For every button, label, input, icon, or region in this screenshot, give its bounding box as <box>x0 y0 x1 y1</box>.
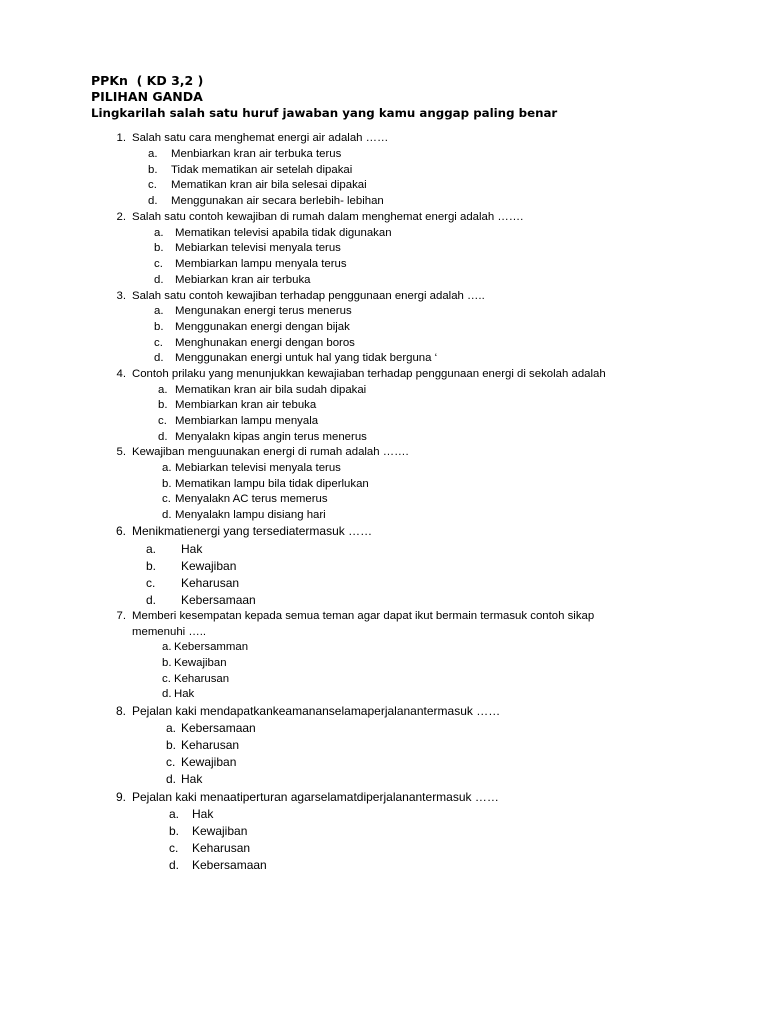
question-text: Salah satu contoh kewajiban di rumah dalam menghemat energi adalah ……. <box>132 211 524 223</box>
question-text-continued: memenuhi ….. <box>132 626 207 638</box>
question-number: 9. <box>115 790 126 804</box>
option-letter: d. <box>158 431 168 443</box>
option-text: Menyalakn AC terus memerus <box>175 493 328 505</box>
option-text: Keharusan <box>181 738 240 752</box>
option-letter: b. <box>162 478 172 490</box>
question-number: 3. <box>116 290 126 302</box>
option-text: Keharusan <box>181 576 240 590</box>
option-text: Tidak mematikan air setelah dipakai <box>171 164 353 176</box>
option-letter: a. <box>162 462 172 474</box>
section-heading: PILIHAN GANDA <box>91 89 203 104</box>
option-text: Membiarkan kran air tebuka <box>175 399 317 411</box>
option-letter: b. <box>166 738 177 752</box>
option-text: Membiarkan lampu menyala terus <box>175 258 347 270</box>
option-letter: c. <box>148 179 157 191</box>
option-letter: a. <box>154 227 164 239</box>
question-text: Pejalan kaki mendapatkankeamananselamaperjalanantermasuk …… <box>132 704 501 718</box>
option-text: Mengunakan energi terus menerus <box>175 305 352 317</box>
option-text: Mematikan lampu bila tidak diperlukan <box>175 478 369 490</box>
option-letter: d. <box>148 195 158 207</box>
option-letter: c. <box>162 493 171 505</box>
option-text: Mebiarkan kran air terbuka <box>175 274 311 286</box>
subject-heading: PPKn ( KD 3,2 ) <box>91 73 204 88</box>
question-text: Kewajiban menguunakan energi di rumah adalah ……. <box>132 446 409 458</box>
option-letter: a. <box>169 807 180 821</box>
option-text: Menghunakan energi dengan boros <box>175 337 355 349</box>
option-text: Mematikan kran air bila sudah dipakai <box>175 384 367 396</box>
option-text: Mematikan kran air bila selesai dipakai <box>171 179 367 191</box>
question-number: 1. <box>116 132 126 144</box>
option-letter: c. <box>166 755 176 769</box>
option-letter: a. <box>154 305 164 317</box>
option-text: Menyalakn kipas angin terus menerus <box>175 431 367 443</box>
option-letter: d. <box>146 593 157 607</box>
option-letter: a. <box>146 542 157 556</box>
option-text: Kewajiban <box>192 824 248 838</box>
option-letter: d. <box>154 274 164 286</box>
option-letter: b. <box>154 242 164 254</box>
option-text: Menggunakan air secara berlebih- lebihan <box>171 195 384 207</box>
question-number: 8. <box>115 704 126 718</box>
option-letter: d. <box>166 772 177 786</box>
question-number: 2. <box>116 211 126 223</box>
option-text: Hak <box>181 772 203 786</box>
option-text: Mebiarkan televisi menyala terus <box>175 242 341 254</box>
question-number: 6. <box>115 524 126 538</box>
question-number: 4. <box>116 368 126 380</box>
option-text: Kewajiban <box>174 657 227 669</box>
question-text: Memberi kesempatan kepada semua teman agar dapat ikut bermain termasuk contoh sikap <box>132 610 595 622</box>
option-letter: c. <box>162 673 171 685</box>
option-letter: b. <box>146 559 157 573</box>
option-letter: d. <box>169 858 180 872</box>
option-letter: b. <box>154 321 164 333</box>
question-number: 5. <box>116 446 126 458</box>
option-text: Keharusan <box>192 841 251 855</box>
option-text: Kebersamaan <box>181 593 256 607</box>
option-letter: b. <box>148 164 158 176</box>
option-text: Hak <box>181 542 203 556</box>
option-text: Keharusan <box>174 673 230 685</box>
option-letter: a. <box>162 641 172 653</box>
option-letter: a. <box>158 384 168 396</box>
question-number: 7. <box>116 610 126 622</box>
question-text: Contoh prilaku yang menunjukkan kewajiaban terhadap penggunaan energi di sekolah adalah <box>132 368 606 380</box>
option-text: Membiarkan lampu menyala <box>175 415 319 427</box>
option-letter: c. <box>169 841 179 855</box>
option-letter: b. <box>169 824 180 838</box>
option-letter: c. <box>158 415 167 427</box>
option-letter: a. <box>166 721 177 735</box>
option-letter: b. <box>162 657 172 669</box>
option-text: Hak <box>192 807 214 821</box>
option-text: Menggunakan energi dengan bijak <box>175 321 350 333</box>
option-text: Kebersamaan <box>181 721 256 735</box>
question-text: Pejalan kaki menaatiperturan agarselamatdiperjalanantermasuk …… <box>132 790 499 804</box>
option-letter: d. <box>162 509 172 521</box>
option-text: Hak <box>174 688 195 700</box>
option-letter: c. <box>154 258 163 270</box>
question-text: Salah satu contoh kewajiban terhadap penggunaan energi adalah ….. <box>132 290 485 302</box>
option-text: Menyalakn lampu disiang hari <box>175 509 326 521</box>
question-text: Menikmatienergi yang tersediatermasuk …… <box>132 524 373 538</box>
option-text: Kewajiban <box>181 755 237 769</box>
option-text: Kewajiban <box>181 559 237 573</box>
option-text: Kebersamman <box>174 641 249 653</box>
option-letter: d. <box>162 688 172 700</box>
instruction-text: Lingkarilah salah satu huruf jawaban yang kamu anggap paling benar <box>91 106 558 120</box>
option-letter: a. <box>148 148 158 160</box>
option-text: Menbiarkan kran air terbuka terus <box>171 148 342 160</box>
option-letter: c. <box>154 337 163 349</box>
option-letter: b. <box>158 399 168 411</box>
option-text: Menggunakan energi untuk hal yang tidak berguna ‘ <box>175 352 438 364</box>
option-text: Mematikan televisi apabila tidak digunakan <box>175 227 392 239</box>
option-text: Kebersamaan <box>192 858 267 872</box>
option-text: Mebiarkan televisi menyala terus <box>175 462 341 474</box>
option-letter: d. <box>154 352 164 364</box>
question-text: Salah satu cara menghemat energi air adalah …… <box>132 132 389 144</box>
option-letter: c. <box>146 576 156 590</box>
